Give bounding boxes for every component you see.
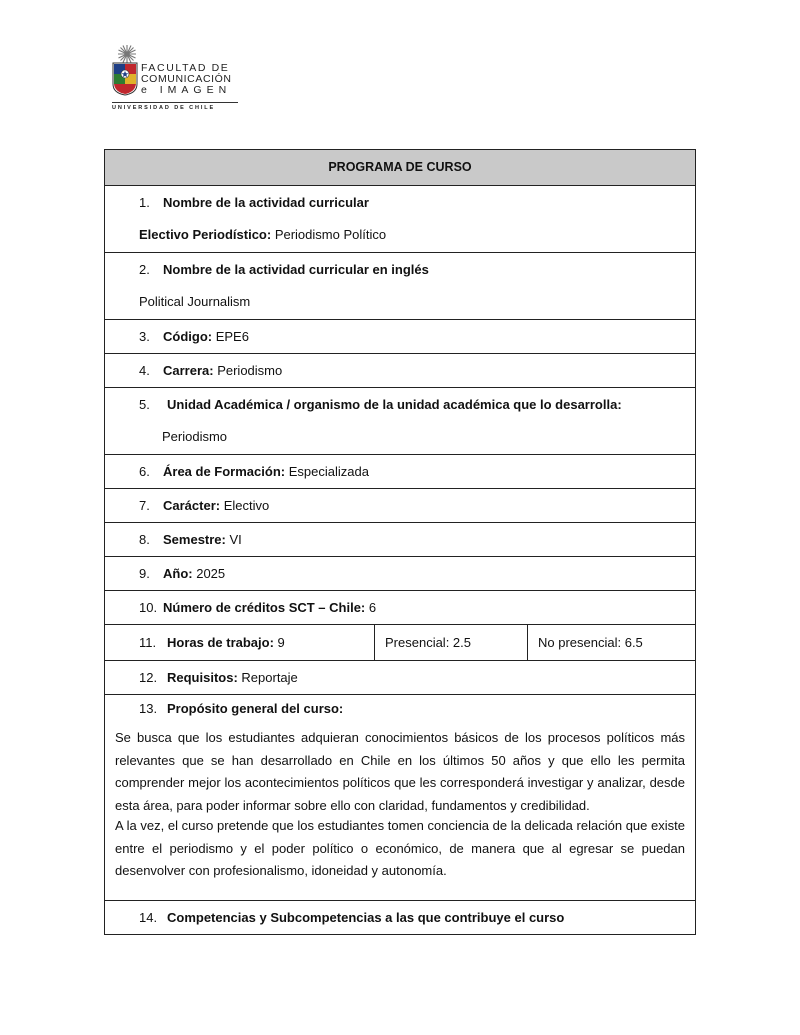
row-value: Periodismo — [213, 363, 283, 378]
row-character — [105, 488, 695, 522]
logo-wordmark — [141, 63, 232, 96]
university-shield-icon — [112, 62, 138, 96]
row-number: 10. — [139, 600, 158, 615]
row-number: 1. — [139, 195, 150, 210]
row-code — [105, 319, 695, 353]
row-value: Periodismo Político — [271, 227, 387, 242]
star-emblem-icon — [117, 44, 137, 64]
logo-divider — [112, 102, 238, 103]
row-number: 2. — [139, 262, 150, 277]
row-label: Área de Formación: — [163, 464, 286, 479]
presencial-cell: Presencial: 2.5 — [375, 625, 528, 660]
course-program-table — [104, 149, 696, 935]
row-value: Electivo — [220, 498, 270, 513]
row-academic-unit — [105, 387, 695, 454]
row-number: 13. — [139, 701, 158, 716]
row-value: Periodismo — [162, 429, 228, 444]
logo-university: UNIVERSIDAD DE CHILE — [112, 105, 216, 111]
row-label: Número de créditos SCT – Chile: — [163, 600, 366, 615]
row-activity-name-english — [105, 252, 695, 319]
row-course-purpose — [105, 694, 695, 900]
no-presencial-cell: No presencial: 6.5 — [538, 635, 643, 650]
sub-label: Electivo Periodístico: — [139, 227, 272, 242]
row-label: Unidad Académica / organismo de la unidad académica que lo desarrolla: — [167, 397, 622, 412]
row-training-area — [105, 454, 695, 488]
row-value: Reportaje — [237, 670, 298, 685]
row-label: Carácter: — [163, 498, 221, 513]
row-label: Carrera: — [163, 363, 214, 378]
row-label: Código: — [163, 329, 213, 344]
row-year — [105, 556, 695, 590]
row-number: 3. — [139, 329, 150, 344]
row-competencies — [105, 900, 695, 934]
row-number: 4. — [139, 363, 150, 378]
row-number: 8. — [139, 532, 150, 547]
row-value: 9 — [273, 635, 285, 650]
row-label: Propósito general del curso: — [167, 701, 344, 716]
row-label: Año: — [163, 566, 193, 581]
row-number: 6. — [139, 464, 150, 479]
row-credits — [105, 590, 695, 624]
row-label: Horas de trabajo: — [167, 635, 274, 650]
row-requirements — [105, 660, 695, 694]
logo-line-1: FACULTAD DE — [141, 62, 230, 74]
row-value: Political Journalism — [139, 294, 251, 309]
logo-line-3: e IMAGEN — [141, 84, 232, 96]
row-career — [105, 353, 695, 387]
row-number: 7. — [139, 498, 150, 513]
logo-line-2: COMUNICACIÓN — [141, 73, 232, 85]
row-activity-name — [105, 185, 695, 252]
row-value: 6 — [365, 600, 377, 615]
row-value: 2025 — [192, 566, 226, 581]
table-header: PROGRAMA DE CURSO — [105, 150, 695, 185]
row-label: Competencias y Subcompetencias a las que contribuye el curso — [167, 910, 565, 925]
work-hours-cell — [105, 625, 375, 660]
faculty-logo — [112, 44, 242, 114]
row-value: EPE6 — [212, 329, 249, 344]
row-label: Nombre de la actividad curricular en inglés — [163, 262, 429, 277]
row-number: 14. — [139, 910, 158, 925]
purpose-paragraph-2: A la vez, el curso pretende que los estudiantes tomen conciencia de la delicada relación que existe entre el periodismo y el poder político o económico, de manera que al egresar se puedan desenvolver con profesionalismo, idoneidad y autonomía. — [115, 818, 685, 878]
row-label: Nombre de la actividad curricular — [163, 195, 369, 210]
row-label: Requisitos: — [167, 670, 238, 685]
purpose-paragraph-1: Se busca que los estudiantes adquieran conocimientos básicos de los procesos políticos más relevantes que se han desarrollado en Chile en los últimos 50 años y que ello les permita comprender mejor los acontecimientos políticos que les corresponderá investigar y analizar, desde esta área, para poder informar sobre ello con claridad, fundamentos y credibilidad. — [115, 730, 685, 813]
row-value: VI — [225, 532, 242, 547]
row-value: Especializada — [285, 464, 369, 479]
row-number: 11. — [139, 635, 157, 650]
row-number: 5. — [139, 397, 150, 412]
row-label: Semestre: — [163, 532, 226, 547]
row-number: 12. — [139, 670, 158, 685]
row-number: 9. — [139, 566, 150, 581]
row-semester — [105, 522, 695, 556]
row-work-hours — [105, 624, 695, 660]
